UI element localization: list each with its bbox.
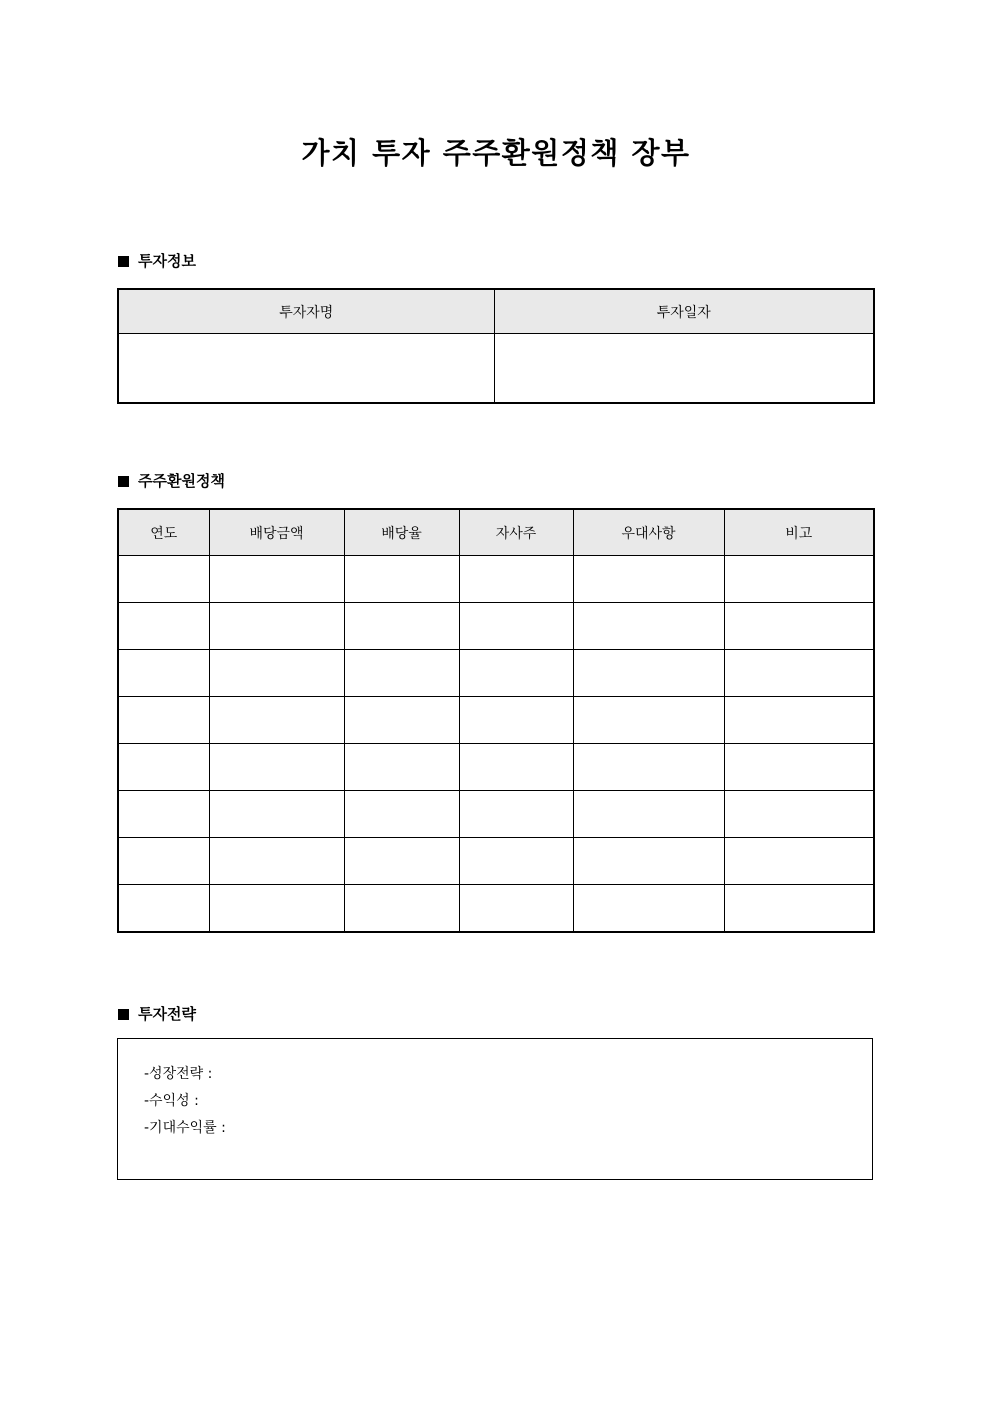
square-bullet-icon [118,1009,129,1020]
cell-year[interactable] [118,556,209,603]
cell-remarks[interactable] [724,650,874,697]
cell-year[interactable] [118,744,209,791]
table-row [118,556,874,603]
cell-treasury-stock[interactable] [459,791,573,838]
column-header-dividend-yield: 배당율 [344,509,459,556]
cell-dividend-yield[interactable] [344,603,459,650]
cell-treasury-stock[interactable] [459,650,573,697]
cell-treasury-stock[interactable] [459,744,573,791]
cell-treasury-stock[interactable] [459,697,573,744]
cell-investor-name[interactable] [118,334,494,404]
cell-dividend-yield[interactable] [344,697,459,744]
cell-dividend-amount[interactable] [209,744,344,791]
cell-treasury-stock[interactable] [459,556,573,603]
cell-year[interactable] [118,650,209,697]
investment-strategy-box[interactable] [117,1038,873,1180]
cell-treasury-stock[interactable] [459,838,573,885]
cell-remarks[interactable] [724,838,874,885]
cell-dividend-amount[interactable] [209,791,344,838]
section-label: 투자전략 [138,1005,196,1023]
cell-benefits[interactable] [573,556,724,603]
table-row [118,885,874,933]
cell-investment-date[interactable] [494,334,874,404]
column-header-investor-name: 투자자명 [118,289,494,334]
cell-remarks[interactable] [724,556,874,603]
column-header-treasury-stock: 자사주 [459,509,573,556]
cell-dividend-amount[interactable] [209,556,344,603]
table-header-row [118,289,874,334]
cell-dividend-yield[interactable] [344,791,459,838]
cell-treasury-stock[interactable] [459,603,573,650]
cell-dividend-yield[interactable] [344,650,459,697]
strategy-line-growth: -성장전략 : [144,1066,213,1082]
table-row [118,334,874,404]
cell-year[interactable] [118,791,209,838]
cell-dividend-yield[interactable] [344,885,459,933]
column-header-remarks: 비고 [724,509,874,556]
cell-dividend-amount[interactable] [209,603,344,650]
table-row [118,744,874,791]
strategy-line-expected-return: -기대수익률 : [144,1120,226,1136]
table-row [118,791,874,838]
page-title: 가치 투자 주주환원정책 장부 [301,136,691,170]
column-header-benefits: 우대사항 [573,509,724,556]
column-header-dividend-amount: 배당금액 [209,509,344,556]
column-header-year: 연도 [118,509,209,556]
section-label: 주주환원정책 [138,472,225,490]
cell-benefits[interactable] [573,697,724,744]
cell-dividend-amount[interactable] [209,885,344,933]
table-row [118,838,874,885]
cell-benefits[interactable] [573,838,724,885]
cell-year[interactable] [118,885,209,933]
cell-dividend-yield[interactable] [344,838,459,885]
cell-dividend-yield[interactable] [344,744,459,791]
cell-benefits[interactable] [573,885,724,933]
cell-remarks[interactable] [724,603,874,650]
cell-year[interactable] [118,838,209,885]
cell-remarks[interactable] [724,697,874,744]
square-bullet-icon [118,476,129,487]
column-header-investment-date: 투자일자 [494,289,874,334]
cell-remarks[interactable] [724,885,874,933]
cell-dividend-amount[interactable] [209,650,344,697]
cell-benefits[interactable] [573,650,724,697]
section-label: 투자정보 [138,252,196,270]
section-heading-investor-info [118,250,196,272]
cell-remarks[interactable] [724,791,874,838]
strategy-line-profitability: -수익성 : [144,1093,199,1109]
section-heading-shareholder-return-policy [118,470,225,492]
cell-benefits[interactable] [573,603,724,650]
cell-treasury-stock[interactable] [459,885,573,933]
investor-info-table [117,288,875,404]
square-bullet-icon [118,256,129,267]
cell-year[interactable] [118,603,209,650]
cell-dividend-amount[interactable] [209,838,344,885]
cell-benefits[interactable] [573,744,724,791]
cell-dividend-amount[interactable] [209,697,344,744]
table-header-row [118,509,874,556]
cell-year[interactable] [118,697,209,744]
table-row [118,650,874,697]
cell-dividend-yield[interactable] [344,556,459,603]
shareholder-return-policy-table [117,508,875,933]
table-row [118,697,874,744]
cell-remarks[interactable] [724,744,874,791]
table-row [118,603,874,650]
section-heading-investment-strategy [118,1003,196,1025]
cell-benefits[interactable] [573,791,724,838]
